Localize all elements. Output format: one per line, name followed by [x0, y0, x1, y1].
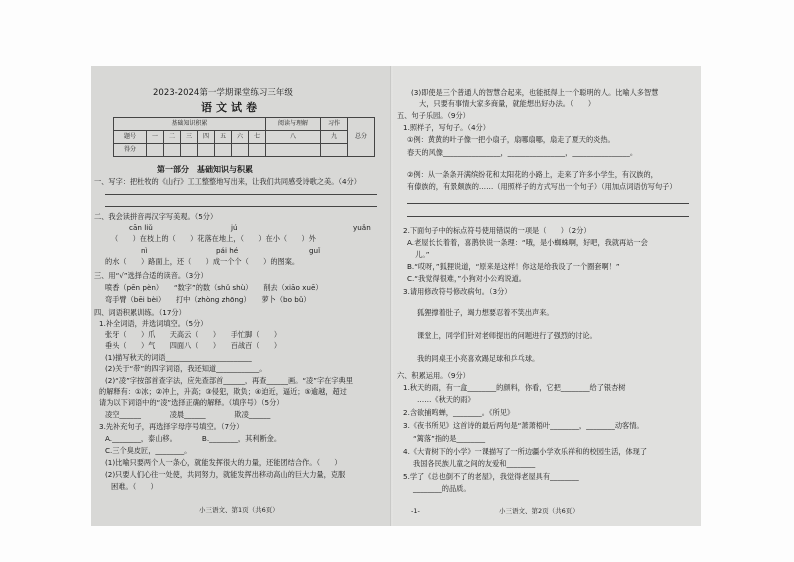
proverb-sub: (2)只要人们心往一处使，共同努力，就能发挥出移动高山的巨大力量，克服 [105, 470, 346, 479]
word-row: 垂头（ ）气 四面八（ ） 百战百（ ） [105, 341, 282, 350]
fill-line: （ ）在枝上的（ ）花落在地上，（ ）在小（ ）外 [111, 234, 316, 243]
q5-example: ①例：黄黄的叶子像一把小扇子，扇哪扇哪，扇走了夏天的炎热。 [407, 135, 615, 144]
word-row: 张牙（ ）爪 天高云（ ） 手忙脚（ ） [105, 330, 282, 339]
question-4: 四、词语积累训练。（17分） [94, 308, 186, 317]
q5-sub1: 1.照样子，写句子。（4分） [403, 123, 490, 132]
proverb-row: A.________，泰山移。 B.________，其利断金。 [105, 434, 282, 443]
exam-header: 2023-2024第一学期课堂练习三年级 [153, 88, 293, 98]
q5-example2: ②例：从一条条开满缤纷花和太阳花的小路上，走来了许多小学生，有汉族的， [407, 170, 658, 179]
faulty-sentence: 我的同桌王小亮喜欢踢足球和乒乓球。 [417, 354, 540, 363]
pinyin: pái hé [216, 246, 239, 255]
score-cell: 九 [321, 131, 348, 144]
fill-line: 的水（ ）路面上，还（ ）成一个个（ ）的图案。 [105, 257, 300, 266]
pinyin: nì [141, 246, 148, 255]
word-sub: (2)关于“带”的四字词语，我还知道____________。 [105, 364, 267, 373]
q6-line: 5.学了《总也倒不了的老屋》，我觉得老屋具有________ [403, 472, 579, 481]
question-6: 六、积累运用。（9分） [397, 371, 470, 380]
right-footer: 小三语文、第2页（共6页） [499, 507, 579, 515]
q5-sub2: 2.下面句子中的标点符号使用错误的一项是（ ）（2分） [403, 226, 591, 235]
score-group-writing: 习作 [321, 118, 348, 131]
q6-line: 4.《大青树下的小学》一课描写了一所边疆小学欢乐祥和的校园生活，体现了 [403, 447, 648, 456]
top-line: (3)即使是三个普通人的智慧合起来，也能抵得上一个聪明的人。比喻人多智慧 [411, 88, 659, 97]
exam-title: 语文试卷 [201, 101, 261, 114]
score-cell: 八 [266, 131, 321, 144]
q4-sub2: 凌空______ 凌晨______ 欺凌______ [105, 410, 271, 419]
right-page [393, 66, 701, 526]
score-cell: 七 [249, 131, 266, 144]
q6-line: 3.《夜书所见》这首诗的最后两句是“萧萧梧叶________，________动客情。 [403, 421, 644, 430]
pinyin: cān liǔ [129, 223, 153, 232]
q4-sub2: 的解释有：①冰；②冲上，升高；③侵犯，欺负；④迫近，逼近；⑤逾越，超过 [99, 387, 347, 396]
left-page [91, 66, 391, 526]
pinyin: jú [231, 223, 238, 232]
score-cell: 五 [215, 131, 232, 144]
q6-line: 2.含欲捕鸣蝉，________。《所见》 [403, 408, 515, 417]
word-sub: (1)描写秋天的词语________________________ [105, 353, 252, 362]
faulty-sentence: 狐狸撑着肚子，竭力想要忍着不笑出声来。 [417, 308, 554, 317]
q5-option: C.“我觉得很难，”小狗对小公鸡说道。 [407, 274, 526, 283]
pinyin: yuǎn [353, 223, 371, 232]
score-label: 得分 [114, 144, 147, 157]
proverb-sub: (1)比喻只要两个人一条心，就能发挥很大的力量，还能团结合作。（ ） [105, 458, 342, 467]
q5-example2: 有傣族的，有景颇族的……（用照样子的方式写出一个句子）（用加点词语仿写句子） [407, 182, 677, 191]
pinyin: guǐ [309, 246, 321, 255]
score-group-basic: 基础知识积累 [114, 118, 266, 131]
exam-photo [91, 66, 701, 526]
score-cell: 四 [198, 131, 215, 144]
question-1: 一、写字：把杜牧的《山行》工工整整地写出来，让我们共同感受诗歌之美。（4分） [94, 177, 361, 186]
score-cell: 二 [164, 131, 181, 144]
score-cell: 题号 [114, 131, 147, 144]
q5-option: B.“哎呀，”狐狸说道，“原来是这样！你这是给我设了一个圈套啊！” [407, 262, 620, 271]
reading-choice: 弯手臂（bēi bèi） 打中（zhòng zhōng） 萝卜（bo bǔ） [105, 295, 311, 304]
question-2: 二、我会读拼音再汉字写美观。（5分） [94, 212, 218, 221]
score-table [113, 117, 375, 157]
part1-title: 第一部分 基础知识与积累 [157, 165, 253, 174]
q6-line: ________的品质。 [413, 484, 471, 493]
q4-sub3: 3.先补充句子，再选择字母序号填空。（7分） [99, 422, 244, 431]
reading-choice: 喷香（pēn pèn） “数字”的数（shǔ shù） 削去（xiāo xuē） [105, 283, 323, 292]
proverb-row: C.三个臭皮匠，________。 [105, 446, 192, 455]
q5-sub3: 3.请用修改符号修改病句。（3分） [403, 287, 512, 296]
q4-sub2: 请为以下词语中的“凌”选择正确的解释。（填序号）（5分） [99, 398, 284, 407]
top-line: 大，只要有事情大家多商量，就能想出好办法。（ ） [419, 99, 596, 108]
score-group-reading: 阅读与理解 [266, 118, 321, 131]
q4-sub2: (2)“凌”字按部首查字法，应先查部首______，再查______画。“凌”字在字典里 [105, 376, 353, 385]
faulty-sentence: 课堂上，同学们针对老师提出的问题进行了强烈的讨论。 [417, 331, 597, 340]
q6-line: 我国各民族儿童之间的友爱和________ [413, 459, 536, 468]
question-5: 五、句子乐园。（9分） [397, 111, 470, 120]
score-cell: 六 [232, 131, 249, 144]
q6-line: ……《秋天的雨》 [417, 395, 475, 404]
score-group-total: 总分 [348, 118, 375, 157]
page-mark: -1- [411, 507, 420, 515]
proverb-sub: 困难。（ ） [111, 482, 158, 491]
q5-option: A.老屋长长着着，喜鹊快说一条理：“哦，是小蜘蛛啊，好吧，我就再站一会 [407, 238, 648, 247]
left-footer: 小三语文、第1页（共6页） [199, 506, 279, 514]
q6-line: 1.秋天的雨，有一盒________的颜料，你看，它把________给了银杏树 [403, 383, 626, 392]
q6-line: “篱落”指的是________ [413, 434, 486, 443]
score-cell: 三 [181, 131, 198, 144]
score-cell: 一 [147, 131, 164, 144]
q4-sub1: 1.补全词语，并选词填空。（5分） [99, 319, 208, 328]
q5-option: 儿。” [415, 250, 430, 259]
q5-fill: 春天的风像________________，________________，________________。 [407, 148, 638, 157]
question-3: 三、用“√”选择合适的读音。（3分） [94, 271, 208, 280]
